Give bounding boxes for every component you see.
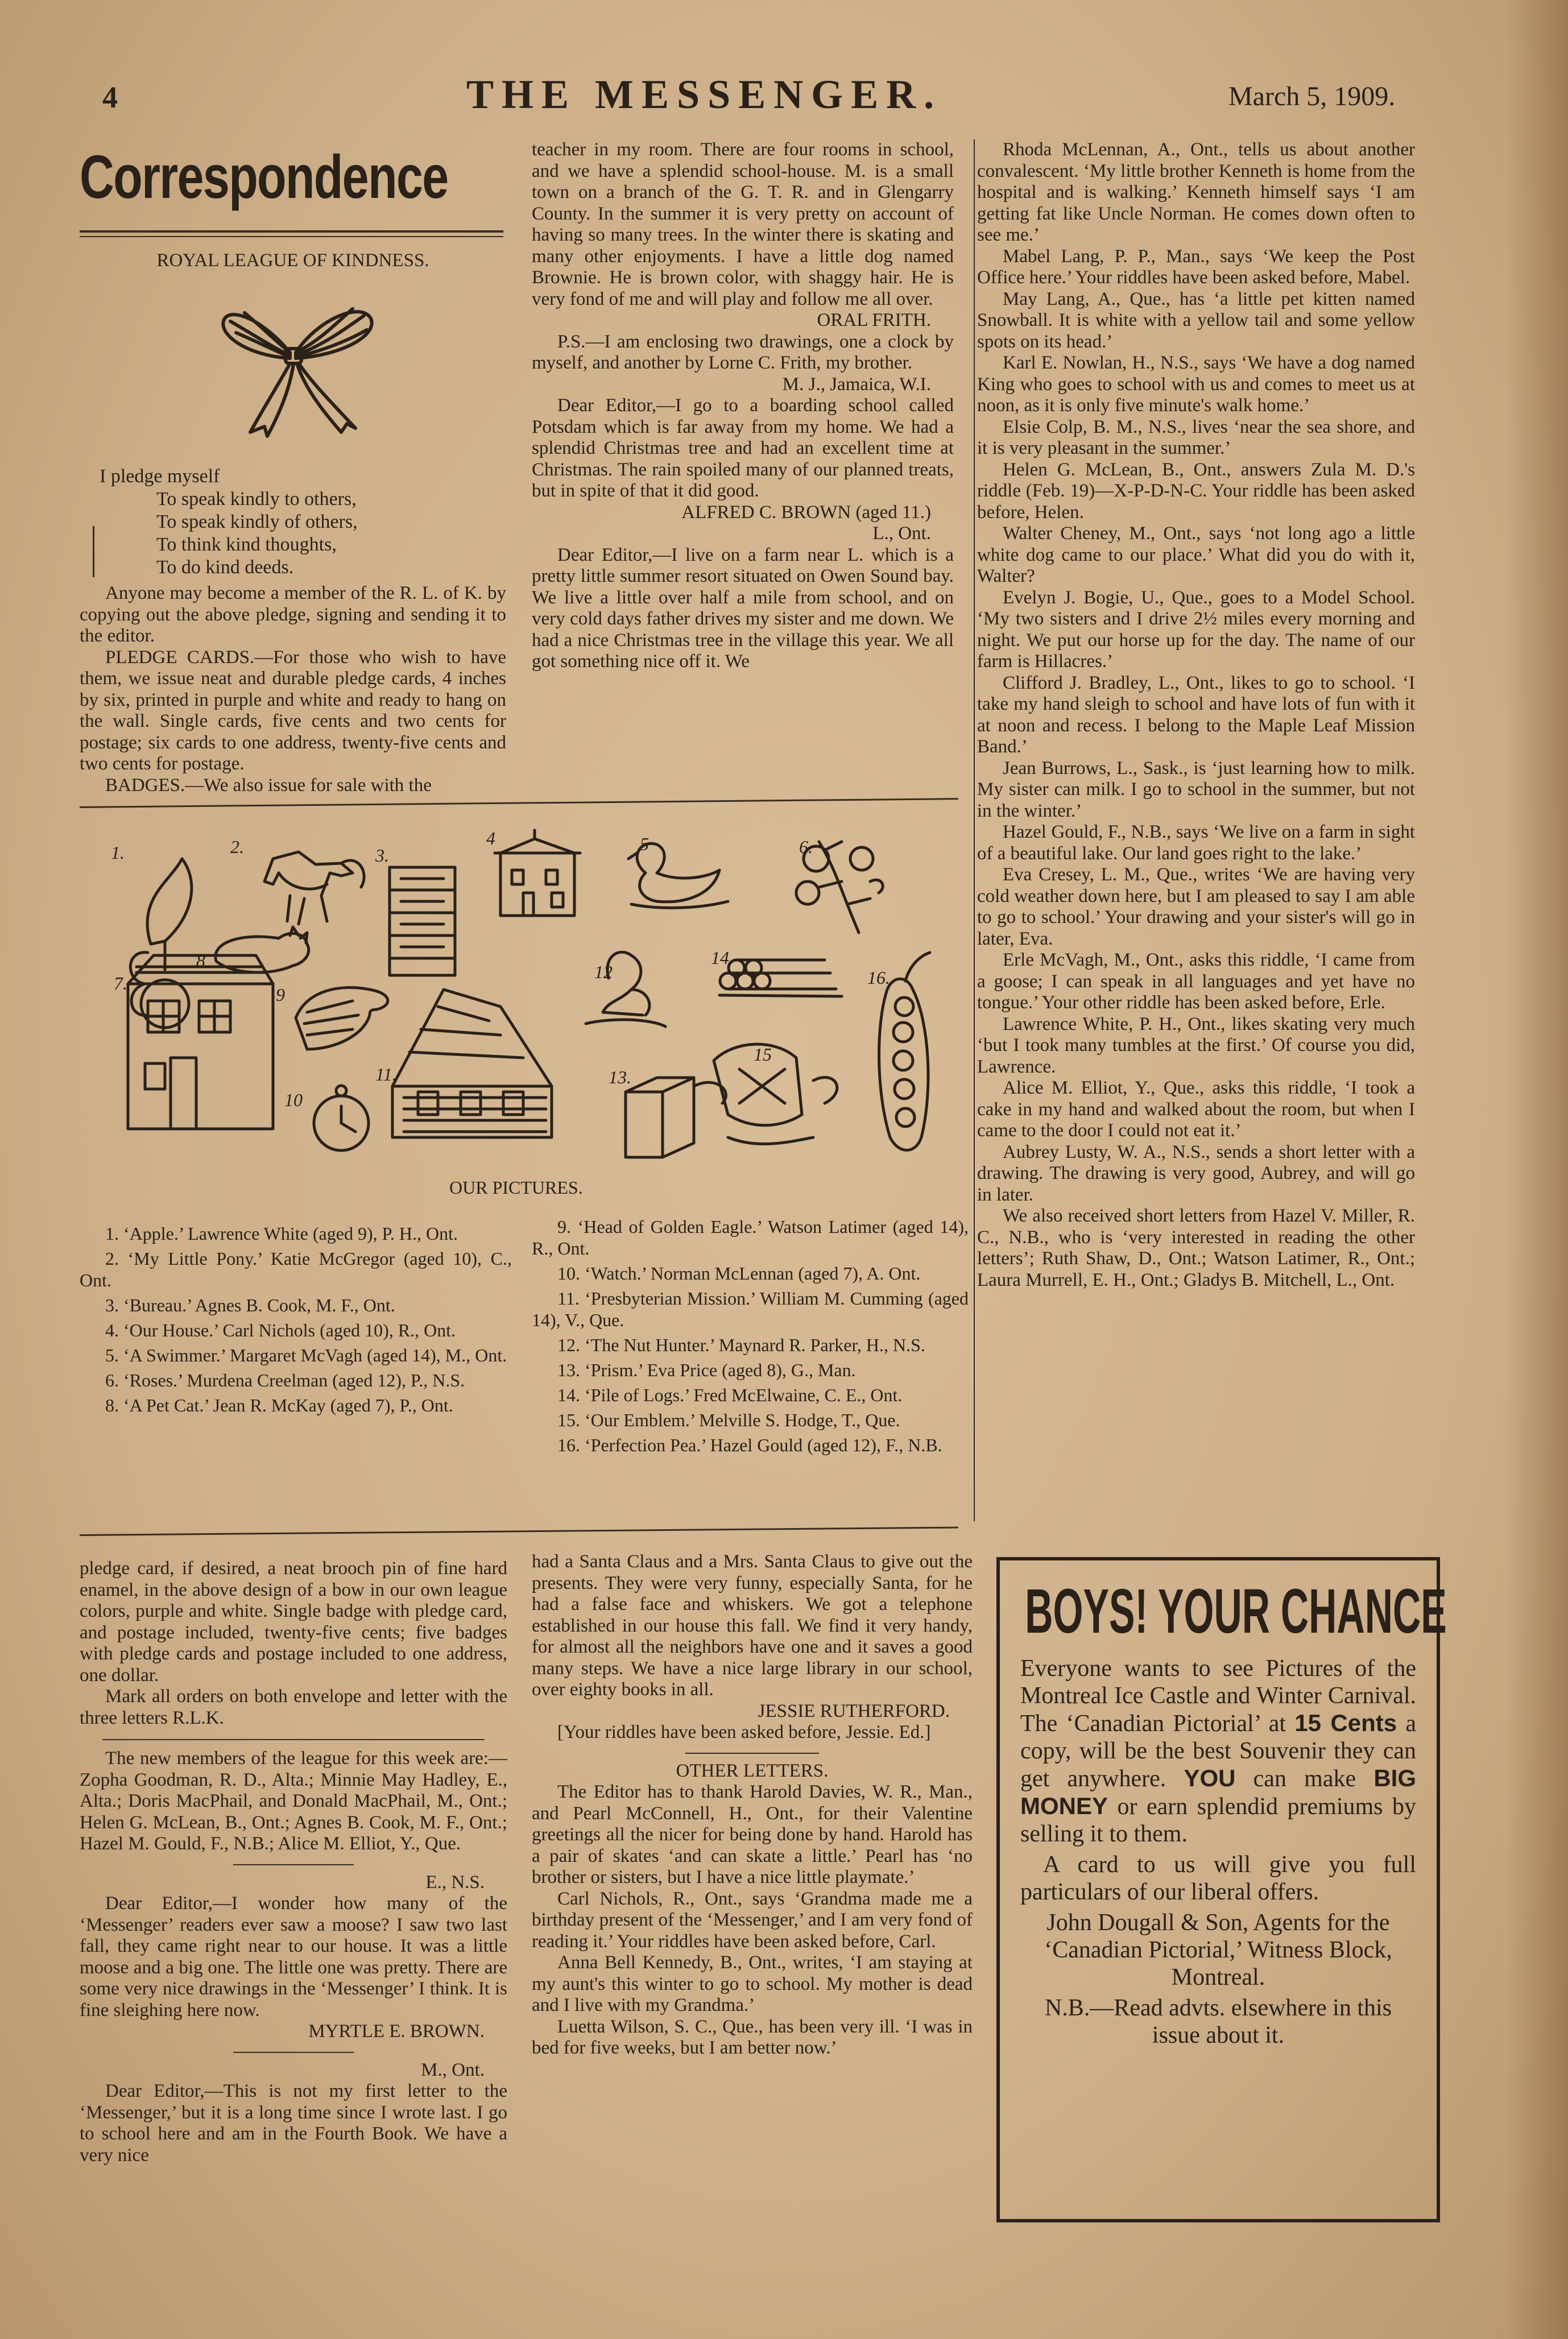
picture-number: 11. [375, 1064, 397, 1084]
pledge-line: To speak kindly to others, [156, 489, 357, 510]
short-letter: Alice M. Elliot, Y., Que., asks this riddle, ‘I took a cake in my hand and walked about the room, but when I came to the door I could not eat it.’ [977, 1078, 1415, 1141]
signature-line: ORAL FRITH. [817, 310, 931, 330]
separator-rule [102, 1739, 485, 1740]
pledge-line: I pledge myself [100, 466, 220, 487]
short-letter: Mabel Lang, P. P., Man., says ‘We keep the Post Office here.’ Your riddles have been asked before, Mabel. [977, 246, 1415, 288]
column-divider [974, 139, 975, 1521]
picture-number: 1. [111, 842, 125, 863]
separator-rule [233, 2052, 354, 2053]
paragraph: Anna Bell Kennedy, B., Ont., writes, ‘I am staying at my aunt's this winter to go to school. My mother is dead and I live with my Grandma.’ [532, 1952, 973, 2015]
picture-number: 3. [375, 845, 389, 866]
short-letter: Clifford J. Bradley, L., Ont., likes to go to school. ‘I take my hand sleigh to school and have lots of fun with it at noon and recess. I belong to the Maple Leaf Mission Band.’ [977, 672, 1415, 757]
picture-caption: 5. ‘A Swimmer.’ Margaret McVagh (aged 14), M., Ont. [105, 1345, 507, 1365]
issue-date: March 5, 1909. [1228, 81, 1396, 111]
page-number: 4 [102, 80, 118, 114]
letters-column-2 [532, 139, 954, 673]
pictures-title: OUR PICTURES. [449, 1177, 583, 1198]
short-letter: Hazel Gould, F., N.B., says ‘We live on a farm in sight of a beautiful lake. Our land goes right to the lake.’ [977, 822, 1415, 864]
signature-line: E., N.S. [425, 1872, 485, 1893]
picture-caption: 8. ‘A Pet Cat.’ Jean R. McKay (aged 7), P., Ont. [105, 1395, 453, 1415]
paragraph: The new members of the league for this week are:—Zopha Goodman, R. D., Alta.; Minnie May Hadley, E., Alta.; Doris MacPhail, and Donald MacPhail, M., Ont.; Helen G. McLean, B., Ont.; Agnes B. Cook, M. F., Ont.; Hazel M. Gould, F., N.B.; Alice M. Elliot, Y., Que. [80, 1748, 507, 1854]
ad-emphasis: BIG MONEY [1020, 1765, 1416, 1819]
ad-text: can make [1235, 1766, 1374, 1792]
picture-number: 2. [230, 837, 244, 857]
title-rule [80, 230, 503, 233]
paragraph: P.S.—I am enclosing two drawings, one a clock by myself, and another by Lorne C. Frith, my brother. [532, 331, 954, 373]
paragraph: pledge card, if desired, a neat brooch pin of fine hard enamel, in the above design of a bow in our own league colors, purple and white. Single badge with pledge card, and postage included, twenty-five cents; five badges with pledge cards and postage included to one address, one dollar. [80, 1558, 507, 1686]
picture-number: 4 [486, 828, 495, 848]
short-letter: Rhoda McLennan, A., Ont., tells us about another convalescent. ‘My little brother Kenneth is home from the hospital and is walking.’ Kenneth himself says ‘I am getting fat like Uncle Norman. He comes down often to see me.’ [977, 139, 1415, 245]
paragraph: Mark all orders on both envelope and letter with the three letters R.L.K. [80, 1686, 507, 1728]
picture-number: 14 [711, 947, 729, 968]
short-letter: Helen G. McLean, B., Ont., answers Zula M. D.'s riddle (Feb. 19)—X-P-D-N-C. Your riddle has been asked before, Helen. [977, 459, 1415, 523]
picture-number: 9 [276, 984, 285, 1005]
ad-call-to-action: A card to us will give you full particulars of our liberal offers. [1020, 1852, 1416, 1905]
picture-caption: 14. ‘Pile of Logs.’ Fred McElwaine, C. E., Ont. [557, 1385, 903, 1405]
ad-signature: John Dougall & Son, Agents for the ‘Canadian Pictorial,’ Witness Block, Montreal. [1044, 1910, 1392, 1990]
separator-rule [685, 1753, 819, 1754]
picture-number: 10 [284, 1090, 303, 1110]
short-letter: We also received short letters from Hazel V. Miller, R. C., N.B., who is ‘very interested in reading the other letters’; Ruth Shaw, D., Ont.; Watson Latimer, R., Ont.; Laura Murrell, E. H., Ont.; Gladys B. Mitchell, L., Ont. [977, 1206, 1415, 1290]
signature-line: ALFRED C. BROWN (aged 11.) [681, 502, 931, 523]
picture-caption: 6. ‘Roses.’ Murdena Creelman (aged 12), P., N.S. [105, 1370, 465, 1390]
picture-caption: 9. ‘Head of Golden Eagle.’ Watson Latimer (aged 14), R., Ont. [532, 1216, 969, 1258]
paragraph: Dear Editor,—I go to a boarding school called Potsdam which is far away from my home. We had a splendid Christmas tree and had an excellent time at Christmas. The rain spoiled many of our planned treats, but in spite of that it did good. [532, 395, 954, 501]
short-letter: Walter Cheney, M., Ont., says ‘not long ago a little white dog came to our place.’ What did you do with it, Walter? [977, 523, 1415, 586]
pledge-bracket [93, 526, 94, 577]
picture-number: 16. [867, 967, 890, 988]
short-letter: Aubrey Lusty, W. A., N.S., sends a short letter with a drawing. The drawing is very good, Aubrey, and will go in later. [977, 1141, 1415, 1205]
short-letter: Lawrence White, P. H., Ont., likes skating very much ‘but I took many tumbles at the first.’ Of course you did, Lawrence. [977, 1013, 1415, 1077]
letters-column-3 [977, 139, 1415, 1291]
ad-text: a copy, will be the best Souvenir they can get anywhere. [1020, 1711, 1416, 1792]
pictures-drawings [102, 819, 967, 1171]
newspaper-title: THE MESSENGER. [466, 72, 942, 117]
picture-caption: 16. ‘Perfection Pea.’ Hazel Gould (aged 12), F., N.B. [557, 1435, 942, 1455]
title-rule-thin [80, 236, 503, 237]
picture-caption: 3. ‘Bureau.’ Agnes B. Cook, M. F., Ont. [105, 1295, 395, 1315]
picture-caption: 10. ‘Watch.’ Norman McLennan (aged 7), A. Ont. [557, 1263, 921, 1284]
paragraph: Dear Editor,—I live on a farm near L. which is a pretty little summer resort situated on Owen Sound bay. We live a little over half a mile from school, and on very cold days father drives my sister and me down. We had a nice Christmas tree in the village this year. We all got something nice off it. We [532, 544, 954, 672]
signature-line: L., Ont. [872, 523, 931, 544]
pledge-line: To think kind thoughts, [156, 534, 337, 555]
advertisement-box [996, 1557, 1447, 2222]
ad-price: 15 Cents [1294, 1709, 1397, 1736]
ad-text: Everyone wants to see Pictures of the Montreal Ice Castle and Winter Carnival. The ‘Canadian Pictorial’ at [1020, 1655, 1416, 1737]
paragraph: Anyone may become a member of the R. L. of K. by copying out the above pledge, signing and sending it to the editor. [80, 583, 506, 646]
paragraph: had a Santa Claus and a Mrs. Santa Claus to give out the presents. They were very funny, especially Santa, for he had a false face and whiskers. We got a telephone established in our house this fall. We find it very handy, for almost all the neighbors have one and it saves a good many steps. We have a nice large library in our school, over eighty books in all. [532, 1551, 973, 1700]
paragraph: Dear Editor,—I wonder how many of the ‘Messenger’ readers ever saw a moose? I saw two last fall, they came right near to our house. It was a little moose and a big one. The little one was pretty. There are some very nice drawings in the ‘Messenger’ I think. It is fine sleighing here now. [80, 1893, 507, 2021]
picture-number: 8 [196, 950, 205, 971]
league-info [80, 583, 506, 796]
subheading: OTHER LETTERS. [676, 1760, 829, 1781]
picture-number: 7. [114, 973, 127, 993]
pledge-text [100, 465, 358, 579]
bow-emblem [210, 287, 381, 441]
page-edge-shadow [1505, 0, 1568, 2339]
picture-caption: 11. ‘Presbyterian Mission.’ William M. Cumming (aged 14), V., Que. [532, 1288, 969, 1330]
ad-body [1020, 1655, 1416, 2049]
paragraph: Dear Editor,—This is not my first letter to the ‘Messenger,’ but it is a long time since I wrote last. I go to school here and am in the Fourth Book. We have a very nice [80, 2081, 507, 2166]
ad-headline: BOYS! YOUR CHANCE [1025, 1576, 1447, 1646]
picture-number: 6. [799, 837, 813, 857]
captions-right [532, 1216, 969, 1459]
ad-text: or earn splendid premiums by selling it to them. [1020, 1794, 1416, 1847]
separator-rule [233, 1864, 354, 1865]
paragraph: Luetta Wilson, S. C., Que., has been very ill. ‘I was in bed for five weeks, but I am better now.’ [532, 2016, 973, 2058]
picture-caption: 15. ‘Our Emblem.’ Melville S. Hodge, T., Que. [557, 1410, 900, 1430]
short-letter: Evelyn J. Bogie, U., Que., goes to a Model School. ‘My two sisters and I drive 2½ miles every morning and night. We put our horse up for the day. The name of our farm is Hillacres.’ [977, 587, 1415, 672]
picture-caption: 4. ‘Our House.’ Carl Nichols (aged 10), R., Ont. [105, 1320, 456, 1340]
picture-caption: 13. ‘Prism.’ Eva Price (aged 8), G., Man. [557, 1360, 856, 1380]
picture-number: 5 [640, 834, 649, 854]
short-letter: Erle McVagh, M., Ont., asks this riddle, ‘I came from a goose; I can speak in all languages and yet have no tongue.’ Your other riddle has been asked before, Erle. [977, 950, 1415, 1013]
paragraph: [Your riddles have been asked before, Jessie. Ed.] [557, 1722, 931, 1742]
picture-number: 12 [594, 962, 613, 982]
paragraph: Carl Nichols, R., Ont., says ‘Grandma made me a birthday present of the ‘Messenger,’ and I am very fond of reading it.’ Your riddles have been asked before, Carl. [532, 1888, 973, 1952]
letters-lower-column-1 [80, 1558, 507, 2166]
paragraph: BADGES.—We also issue for sale with the [105, 775, 432, 796]
picture-number: 13. [609, 1067, 631, 1087]
letters-lower-column-2 [532, 1551, 973, 2059]
short-letter: Jean Burrows, L., Sask., is ‘just learning how to milk. My sister can milk. I go to school in the summer, but not in the winter.’ [977, 757, 1415, 821]
signature-line: MYRTLE E. BROWN. [308, 2021, 485, 2042]
pledge-line: To speak kindly of others, [156, 511, 358, 532]
ad-note: N.B.—Read advts. elsewhere in this issue about it. [1044, 1995, 1392, 2048]
paragraph: The Editor has to thank Harold Davies, W. R., Man., and Pearl McConnell, H., Ont., for their Valentine greetings all the nicer for being done by hand. Harold has a pair of skates ‘and can skate a little.’ Pearl has ‘no brother or sisters, but I have a nice little playmate.’ [532, 1782, 973, 1887]
signature-line: M. J., Jamaica, W.I. [782, 374, 931, 395]
signature-line: JESSIE RUTHERFORD. [758, 1700, 950, 1721]
short-letter: Eva Cresey, L. M., Que., writes ‘We are having very cold weather down here, but I am pleased to say I am able to go to school.’ Your drawing and your sister's will go in later, Eva. [977, 864, 1415, 949]
short-letter: Karl E. Nowlan, H., N.S., says ‘We have a dog named King who goes to school with us and comes to meet us at noon, as it is only five minute's walk home.’ [977, 353, 1415, 416]
paragraph: PLEDGE CARDS.—For those who wish to have them, we issue neat and durable pledge cards, 4 inches by six, printed in purple and white and ready to hang on the wall. Single cards, five cents and two cents for postage; six cards to one address, twenty-five cents and two cents for postage. [80, 647, 506, 774]
short-letter: May Lang, A., Que., has ‘a little pet kitten named Snowball. It is white with a yellow tail and some yellow spots on its head.’ [977, 288, 1415, 352]
picture-number: 15 [754, 1044, 772, 1065]
picture-caption: 1. ‘Apple.’ Lawrence White (aged 9), P. H., Ont. [105, 1223, 458, 1244]
picture-caption: 2. ‘My Little Pony.’ Katie McGregor (aged 10), C., Ont. [80, 1248, 512, 1290]
signature-line: M., Ont. [421, 2059, 485, 2080]
section-title: Correspondence [80, 142, 448, 211]
picture-caption: 12. ‘The Nut Hunter.’ Maynard R. Parker, H., N.S. [557, 1335, 925, 1355]
league-heading: ROYAL LEAGUE OF KINDNESS. [156, 250, 429, 271]
ad-emphasis: YOU [1184, 1765, 1236, 1791]
captions-left [80, 1223, 512, 1419]
paragraph: teacher in my room. There are four rooms in school, and we have a splendid school-house. M. is a small town on a branch of the G. T. R. and in Glengarry County. In the summer it is very pretty on account of having so many trees. In the winter there is skating and many other enjoyments. I have a little dog named Brownie. He is brown color, with shaggy hair. He is very fond of me and will play and follow me all over. [532, 139, 954, 309]
pledge-line: To do kind deeds. [156, 557, 294, 578]
short-letter: Elsie Colp, B. M., N.S., lives ‘near the sea shore, and it is very pleasant in the summer.’ [977, 416, 1415, 458]
